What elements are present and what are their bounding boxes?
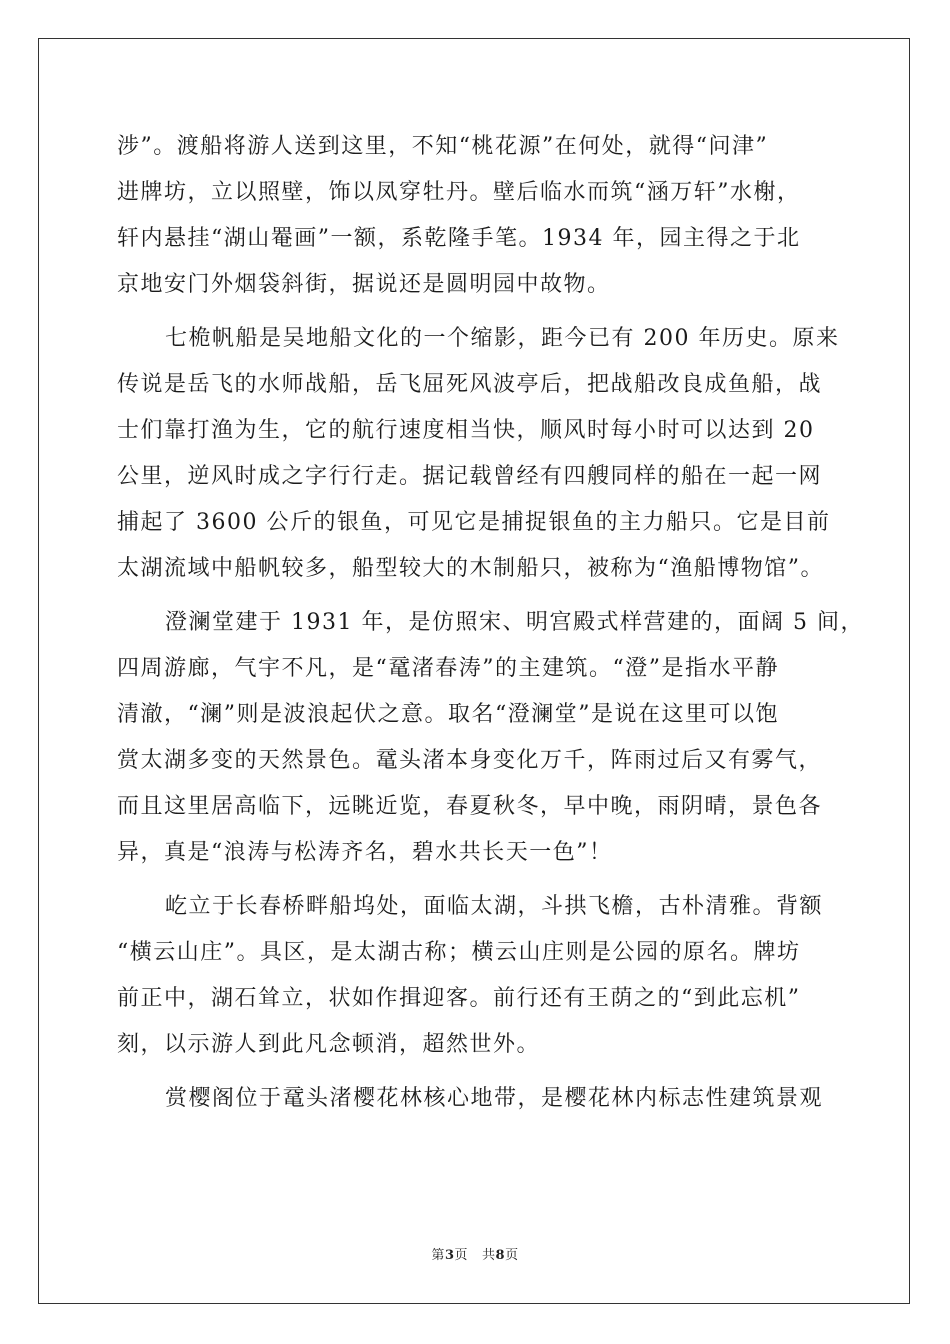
text-line: 前正中，湖石耸立，状如作揖迎客。前行还有王荫之的“到此忘机” [117,986,801,1011]
paragraph [117,124,839,308]
text-line: 士们靠打渔为生，它的航行速度相当快，顺风时每小时可以达到 20 [117,418,815,443]
page-suffix: 页 [454,1248,468,1263]
text-line: 赏太湖多变的天然景色。鼋头渚本身变化万千，阵雨过后又有雾气， [117,748,823,773]
text-line: 而且这里居高临下，远眺近览，春夏秋冬，早中晚，雨阴晴，景色各 [117,794,823,819]
text-line: 异，真是“浪涛与松涛齐名，碧水共长天一色”！ [117,840,613,865]
document-body [117,124,864,1130]
text-line: 涉”。渡船将游人送到这里，不知“桃花源”在何处，就得“问津” [117,134,769,159]
text-line: 太湖流域中船帆较多，船型较大的木制船只，被称为“渔船博物馆”。 [117,556,824,581]
page-prefix: 第 [431,1248,445,1263]
current-page-number: 3 [444,1248,455,1263]
text-line: 京地安门外烟袋斜街，据说还是圆明园中故物。 [117,272,611,297]
text-line: 刻，以示游人到此凡念顿消，超然世外。 [117,1032,541,1057]
text-line: 屹立于长春桥畔船坞处，面临太湖，斗拱飞檐，古朴清雅。背额 [165,894,824,919]
text-line: 澄澜堂建于 1931 年，是仿照宋、明宫殿式样营建的，面阔 5 间， [165,610,864,635]
total-prefix: 共 [482,1248,496,1263]
paragraph [117,316,839,592]
text-line: 轩内悬挂“湖山罨画”一额，系乾隆手笔。1934 年，园主得之于北 [117,226,801,251]
text-line: 传说是岳飞的水师战船，岳飞屈死风波亭后，把战船改良成鱼船，战 [117,372,823,397]
total-suffix: 页 [505,1248,519,1263]
paragraph [117,1076,839,1122]
total-page-count: 8 [495,1248,506,1263]
text-line: 四周游廊，气宇不凡，是“鼋渚春涛”的主建筑。“澄”是指水平静 [117,656,779,681]
text-line: 赏樱阁位于鼋头渚樱花林核心地带，是樱花林内标志性建筑景观 [165,1086,824,1111]
paragraph [117,600,864,876]
page-number-footer [0,1244,950,1263]
text-line: 进牌坊，立以照壁，饰以凤穿牡丹。壁后临水而筑“涵万轩”水榭， [117,180,801,205]
text-line: 清澈，“澜”则是波浪起伏之意。取名“澄澜堂”是说在这里可以饱 [117,702,779,727]
text-line: 捕起了 3600 公斤的银鱼，可见它是捕捉银鱼的主力船只。它是目前 [117,510,831,535]
text-line: 公里，逆风时成之字行行走。据记载曾经有四艘同样的船在一起一网 [117,464,823,489]
paragraph [117,884,839,1068]
text-line: “横云山庄”。具区，是太湖古称；横云山庄则是公园的原名。牌坊 [117,940,801,965]
text-line: 七桅帆船是吴地船文化的一个缩影，距今已有 200 年历史。原来 [165,326,840,351]
